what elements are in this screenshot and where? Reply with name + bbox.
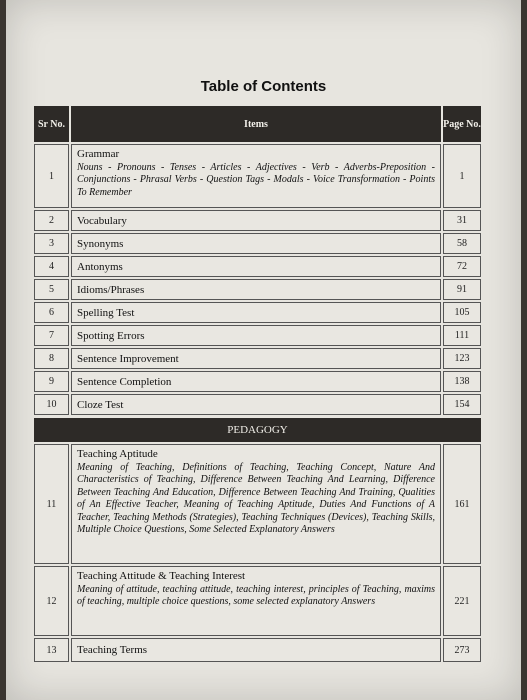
row-page-value: 111 [454,330,470,341]
row-page [443,566,481,636]
row-item-label: Sentence Completion [77,375,172,388]
row-item-label: Idioms/Phrases [77,283,145,296]
row-page [443,348,481,369]
row-sr [34,348,69,369]
row-item [71,210,441,231]
row-page [443,325,481,346]
row-item-label: Antonyms [77,260,123,273]
row-sr [34,302,69,323]
row-page-value: 91 [457,284,467,295]
row-head: Teaching Attitude & Teaching Interest [77,570,246,582]
row-head: Teaching Aptitude [77,448,158,460]
row-item-label: Spotting Errors [77,329,145,342]
row-sr [34,256,69,277]
row-item [71,394,441,415]
header-page-label: Page No. [443,118,481,130]
page-title: Table of Contents [200,78,327,95]
row-sr-value: 12 [46,595,57,607]
book-page [6,0,521,700]
row-item-label: Cloze Test [77,398,124,411]
row-sr-value: 10 [46,399,57,410]
row-page [443,144,481,208]
row-sr-value: 5 [49,284,54,295]
row-page [443,256,481,277]
row-head: Grammar [77,148,120,160]
row-sr [34,638,69,662]
row-page [443,371,481,392]
row-desc: Meaning of Teaching, Definitions of Teaching, Teaching Concept, Nature And Characteristics of Teaching, Difference Between Teaching And Learning, Difference Between Teaching And Education, Difference Between Teaching And Training, Qualities of An Effective Teacher, Meaning of Teaching Aptitude, Duties And Functions of A Teacher, Teaching Methods (Strategies), Teaching Techniques (Devices), Teaching Skills, Multiple Choice Questions, Some Selected Explanatory Answers [77,461,435,535]
row-sr-value: 7 [49,330,54,341]
row-sr [34,325,69,346]
row-page [443,233,481,254]
row-sr [34,144,69,208]
row-sr-value: 11 [46,498,57,510]
row-item [71,233,441,254]
header-sr [34,106,69,142]
row-page [443,638,481,662]
row-item [71,638,441,662]
row-item [71,444,441,564]
row-item [71,302,441,323]
row-item [71,279,441,300]
row-item [71,256,441,277]
row-page-value: 221 [454,595,470,607]
row-sr [34,279,69,300]
row-sr [34,394,69,415]
section-header [34,418,481,442]
row-item-label: Sentence Improvement [77,352,179,365]
row-page [443,210,481,231]
row-sr-value: 8 [49,353,54,364]
row-page-value: 72 [457,261,467,272]
row-item-label: Vocabulary [77,214,127,227]
row-sr [34,444,69,564]
header-items-label: Items [244,118,268,130]
row-item-label: Synonyms [77,237,124,250]
row-desc: Meaning of attitude, teaching attitude, teaching interest, principles of Teaching, maxims of teaching, multiple choice questions, some selected explanatory Answers [77,583,435,607]
row-desc: Nouns - Pronouns - Tenses - Articles - Adjectives - Verb - Adverbs-Preposition - Conjunctions - Phrasal Verbs - Question Tags - Modals - Voice Transformation - Points To Remember [77,161,435,198]
row-item-label: Teaching Terms [77,644,148,656]
row-page-value: 273 [454,644,470,656]
row-page-value: 154 [454,399,470,410]
row-sr-value: 1 [49,170,54,182]
row-sr-value: 3 [49,238,54,249]
row-page [443,444,481,564]
row-sr [34,566,69,636]
row-sr-value: 13 [46,644,57,656]
row-page-value: 161 [454,498,470,510]
row-page-value: 31 [457,215,467,226]
row-item [71,348,441,369]
row-page-value: 105 [454,307,470,318]
row-page-value: 58 [457,238,467,249]
row-sr [34,371,69,392]
header-items [71,106,441,142]
row-sr [34,210,69,231]
row-item-label: Spelling Test [77,306,135,319]
row-page [443,279,481,300]
row-page-value: 138 [454,376,470,387]
row-item [71,371,441,392]
row-item [71,144,441,208]
row-page [443,394,481,415]
header-page [443,106,481,142]
row-item [71,325,441,346]
row-page [443,302,481,323]
row-sr [34,233,69,254]
row-sr-value: 2 [49,215,54,226]
row-sr-value: 6 [49,307,54,318]
row-page-value: 123 [454,353,470,364]
row-page-value: 1 [459,170,465,182]
row-item [71,566,441,636]
row-sr-value: 9 [49,376,54,387]
header-sr-label: Sr No. [37,118,66,130]
row-sr-value: 4 [49,261,54,272]
section-label: PEDAGOGY [227,424,288,436]
